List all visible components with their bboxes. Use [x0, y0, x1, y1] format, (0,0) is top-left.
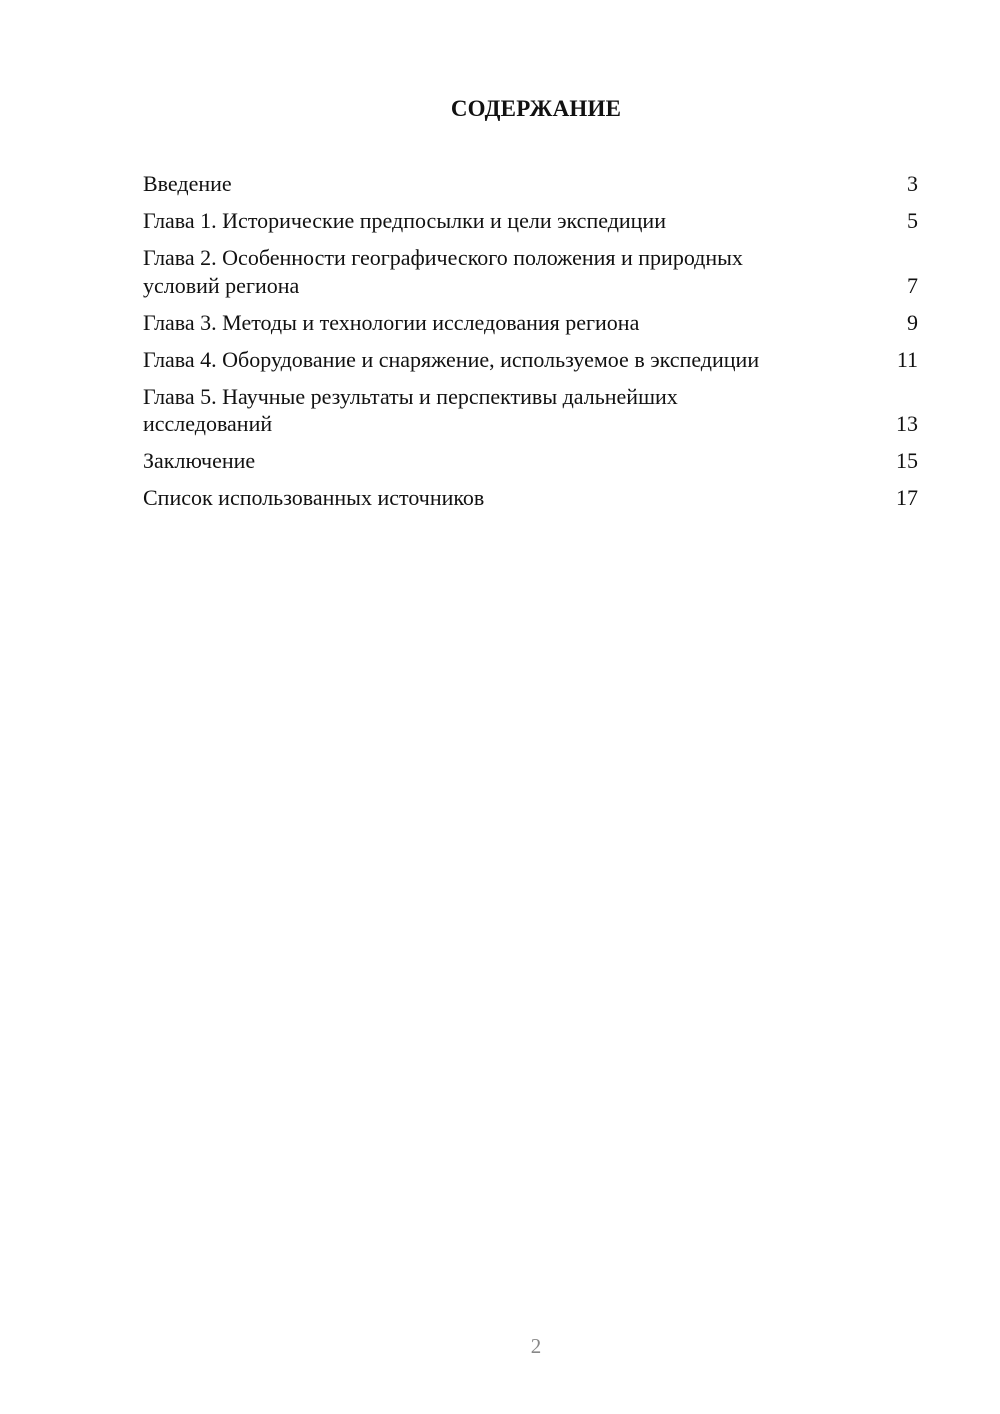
toc-entry-chapter-1: [143, 207, 918, 235]
toc-entry-title: Список использованных источников: [143, 485, 485, 510]
toc-entry-page: 3: [907, 171, 918, 196]
toc-entry-page: 7: [907, 272, 918, 298]
toc-entry-conclusion: [143, 447, 918, 475]
toc-entry-title: Глава 5. Научные результаты и перспективы дальнейших исследований: [143, 383, 678, 436]
toc-entry-title: Введение: [143, 171, 232, 196]
toc-entry-chapter-2: [143, 244, 918, 299]
table-of-contents: [143, 170, 918, 521]
toc-heading: СОДЕРЖАНИЕ: [450, 96, 622, 121]
toc-entry-references: [143, 484, 918, 512]
toc-entry-page: 15: [896, 448, 918, 473]
toc-entry-title: Глава 1. Исторические предпосылки и цели экспедиции: [143, 208, 666, 233]
toc-entry-page: 9: [907, 309, 918, 335]
page-number: 2: [530, 1334, 542, 1358]
toc-entry-chapter-3: [143, 309, 918, 337]
toc-entry-page: 17: [896, 485, 918, 510]
toc-entry-title: Заключение: [143, 448, 256, 473]
toc-entry-title: Глава 3. Методы и технологии исследования региона: [143, 309, 640, 335]
toc-entry-chapter-5: [143, 383, 918, 438]
toc-entry-title: Глава 2. Особенности географического положения и природных условий региона: [143, 245, 743, 298]
toc-entry-page: 13: [896, 411, 918, 436]
toc-entry-page: 11: [896, 346, 918, 372]
toc-entry-page: 5: [907, 208, 918, 233]
toc-entry-title: Глава 4. Оборудование и снаряжение, используемое в экспедиции: [143, 346, 760, 372]
toc-entry-chapter-4: [143, 346, 918, 374]
toc-entry-introduction: [143, 170, 918, 198]
